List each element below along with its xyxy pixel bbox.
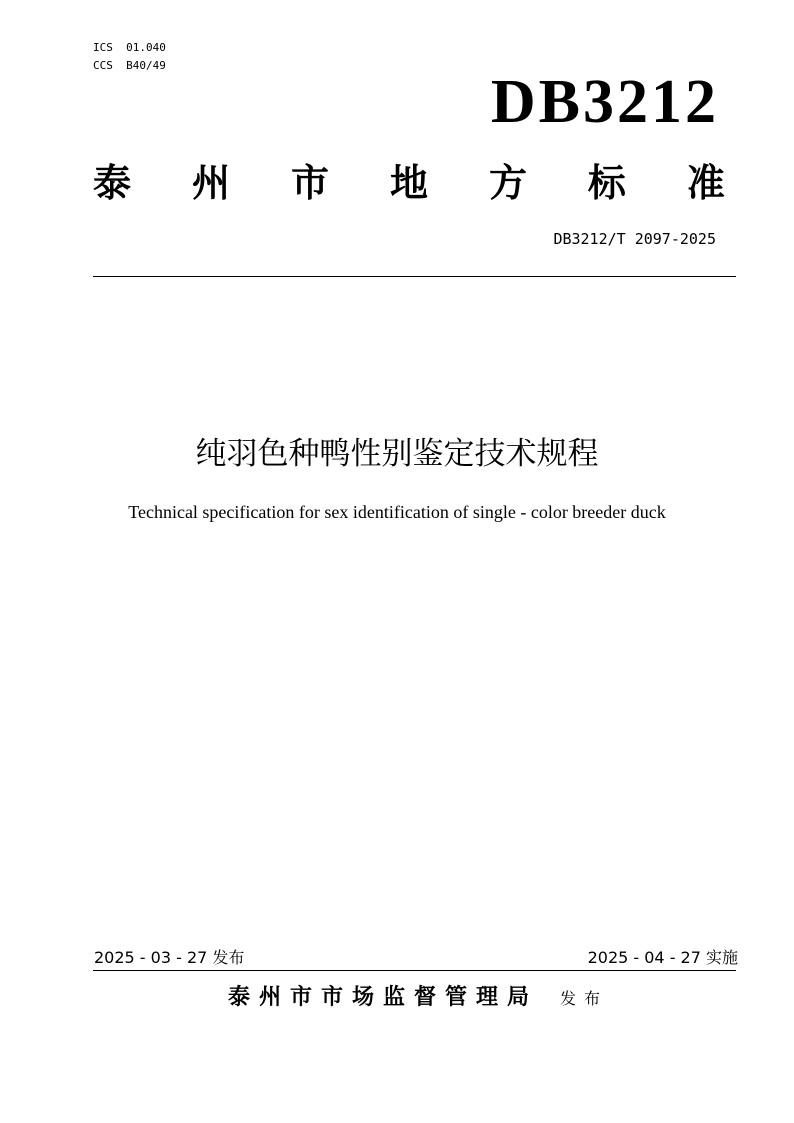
issuing-authority: 泰州市市场监督管理局 (228, 984, 539, 1010)
standard-type-char: 泰 (93, 160, 132, 205)
db-code-logo: DB3212 (490, 68, 719, 136)
document-title-english: Technical specification for sex identification of single - color breeder duck (128, 502, 666, 522)
issue-label: 发布 (560, 989, 609, 1008)
implement-date: 2025 - 04 - 27 实施 (587, 948, 738, 967)
standard-type-title (93, 158, 725, 208)
top-divider (93, 276, 736, 277)
standard-type-char: 准 (686, 160, 725, 205)
standard-type-char: 标 (587, 160, 626, 205)
bottom-divider (93, 970, 736, 971)
ics-code: ICS 01.040 (93, 41, 166, 54)
document-title-chinese: 纯羽色种鸭性别鉴定技术规程 (195, 436, 599, 472)
standard-type-char: 方 (488, 160, 527, 205)
standard-type-char: 市 (290, 160, 329, 205)
standard-number: DB3212/T 2097-2025 (553, 230, 716, 248)
ccs-code: CCS B40/49 (93, 59, 166, 72)
publish-date: 2025 - 03 - 27 发布 (94, 948, 245, 967)
standard-type-char: 州 (191, 160, 230, 205)
issuer-line (228, 980, 608, 1014)
standard-type-char: 地 (389, 160, 428, 205)
